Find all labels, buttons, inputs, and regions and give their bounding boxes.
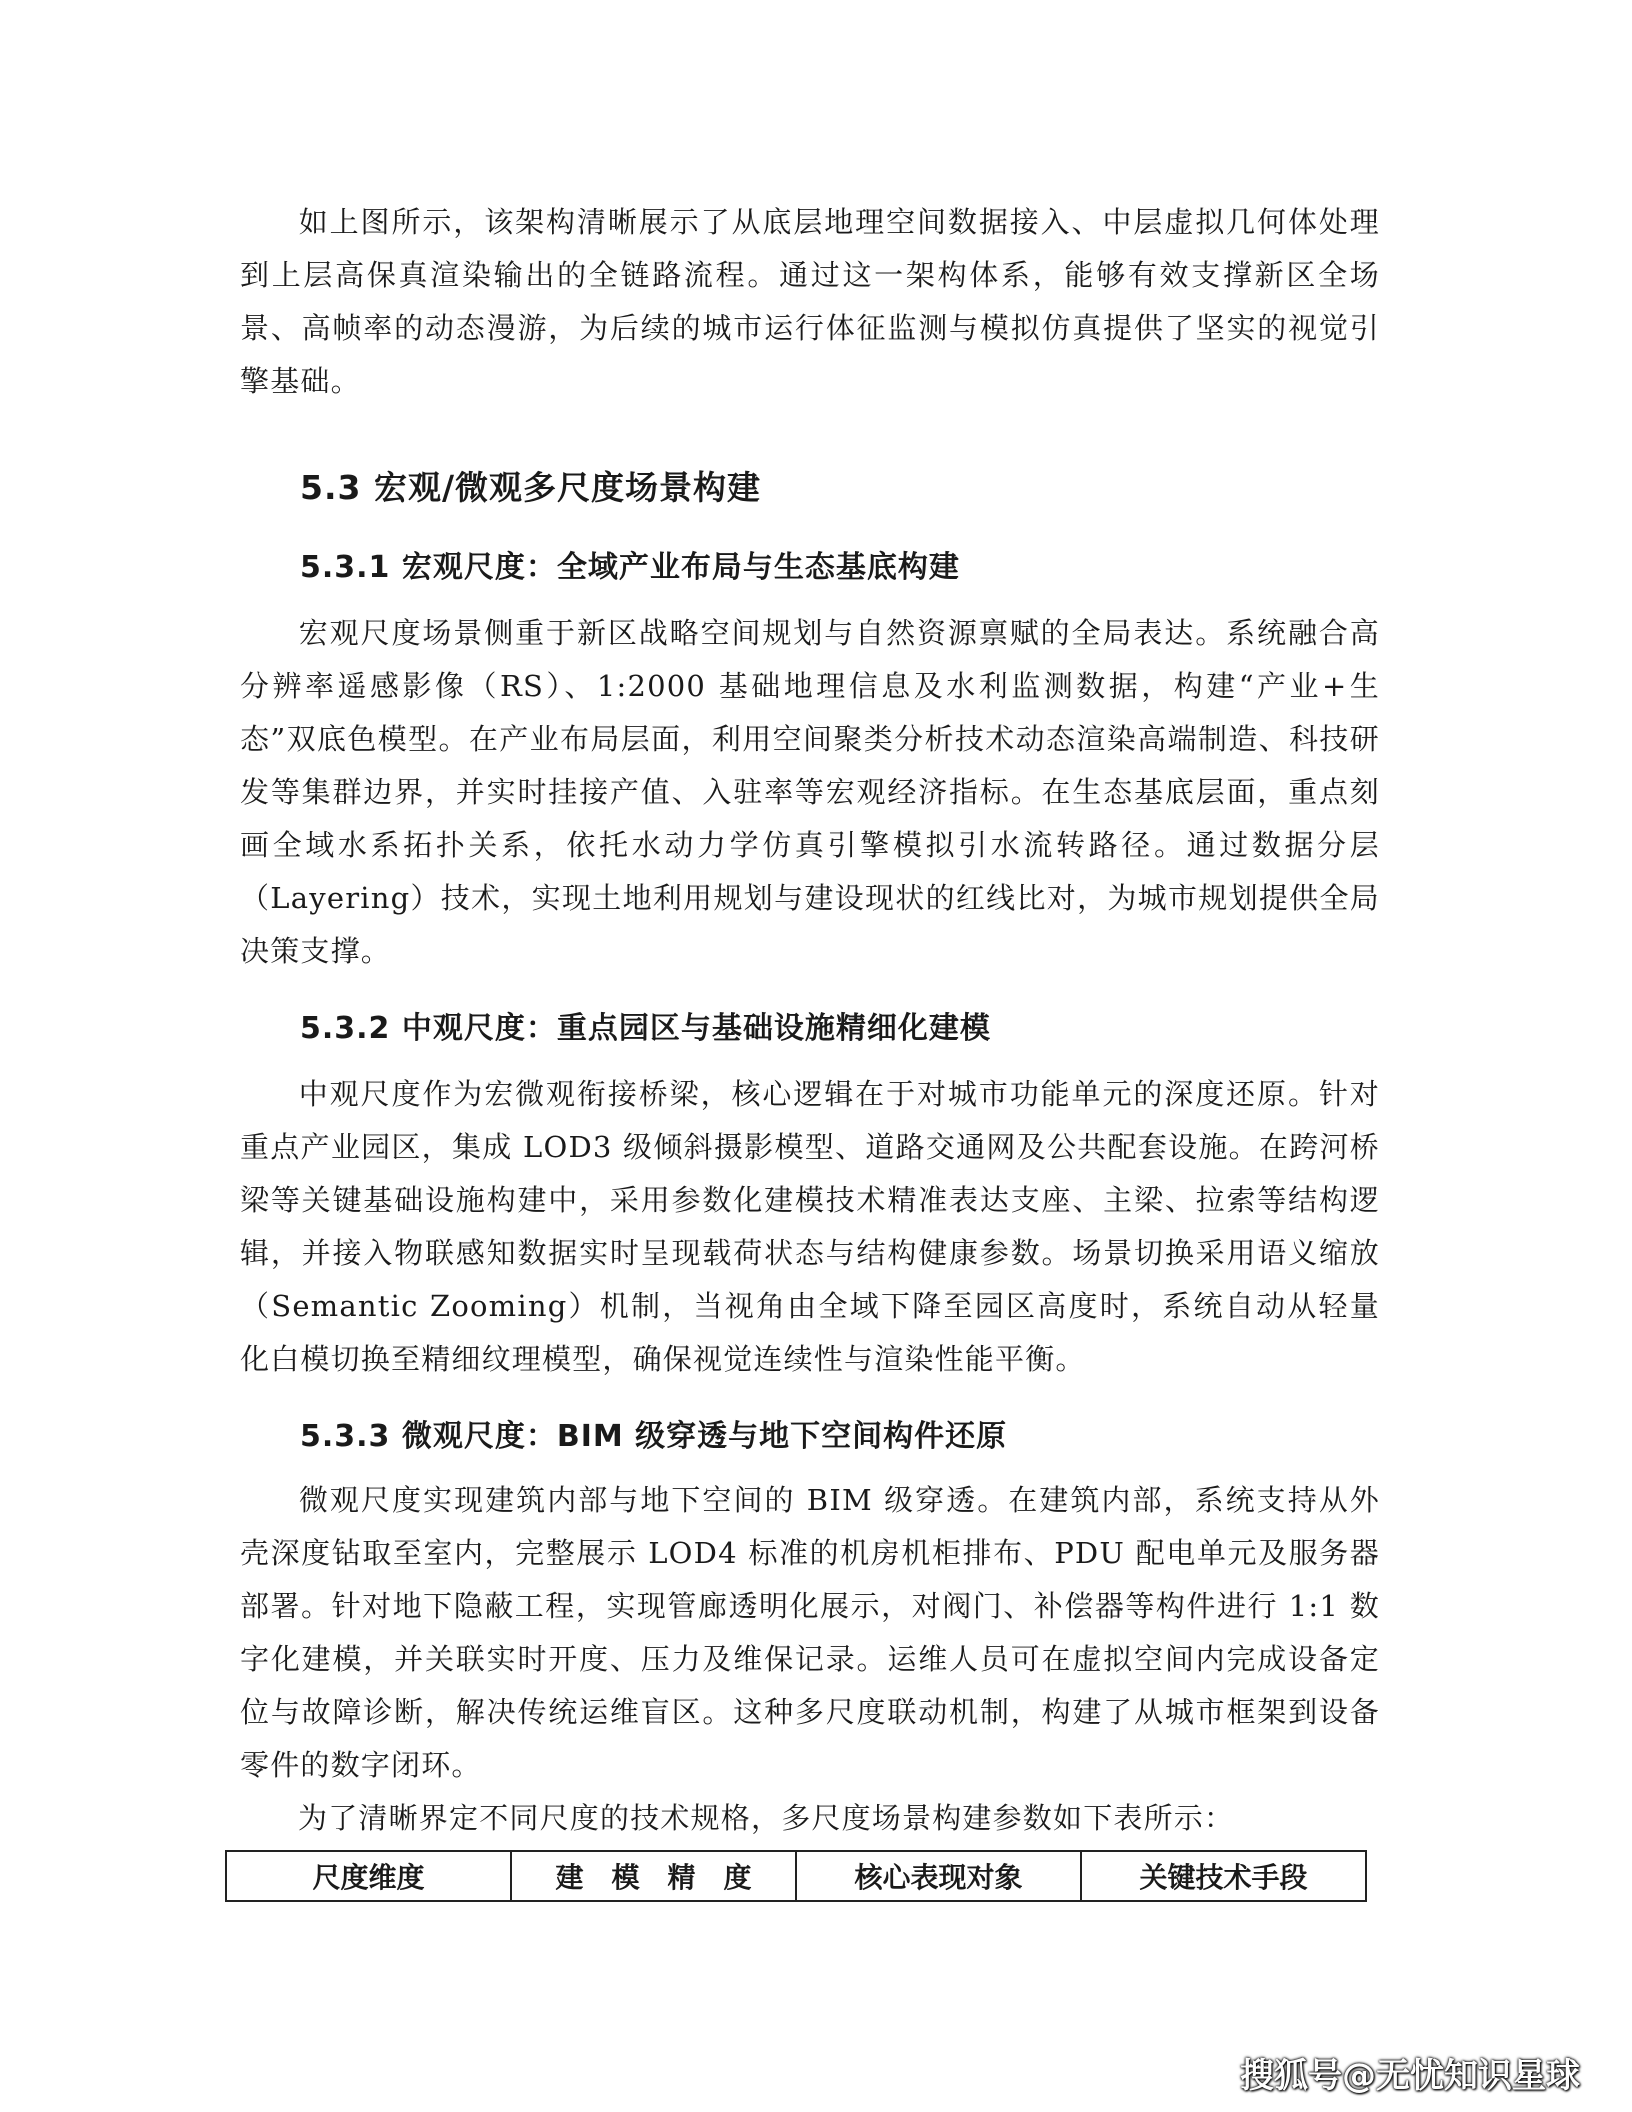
table-header-row	[226, 1851, 1366, 1901]
macro-text: 宏观尺度场景侧重于新区战略空间规划与自然资源禀赋的全局表达。系统融合高分辨率遥感影像（RS）、1:2000 基础地理信息及水利监测数据，构建“产业+生态”双底色模型。在产业布局层面，利用空间聚类分析技术动态渲染高端制造、科技研发等集群边界，并实时挂接产值、入驻率等宏观经济指标。在生态基底层面，重点刻画全域水系拓扑关系，依托水动力学仿真引擎模拟引水流转路径。通过数据分层（Layering）技术，实现土地利用规划与建设现状的红线比对，为城市规划提供全局决策支撑。	[240, 616, 1380, 968]
micro-paragraph	[240, 1474, 1380, 1792]
table-intro-paragraph	[240, 1792, 1380, 1845]
section-heading: 5.3 宏观/微观多尺度场景构建	[300, 468, 762, 507]
subsection-heading-meso: 5.3.2 中观尺度：重点园区与基础设施精细化建模	[300, 1011, 991, 1046]
table-header-objects: 核心表现对象	[796, 1851, 1081, 1901]
macro-paragraph	[240, 607, 1380, 978]
watermark: 搜狐号@无忧知识星球	[1240, 2056, 1580, 2096]
spec-table	[225, 1850, 1367, 1902]
intro-paragraph	[240, 196, 1380, 408]
table-intro-text: 为了清晰界定不同尺度的技术规格，多尺度场景构建参数如下表所示：	[298, 1801, 1235, 1835]
subsection-heading-macro: 5.3.1 宏观尺度：全域产业布局与生态基底构建	[300, 550, 960, 585]
intro-text: 如上图所示，该架构清晰展示了从底层地理空间数据接入、中层虚拟几何体处理到上层高保真渲染输出的全链路流程。通过这一架构体系，能够有效支撑新区全场景、高帧率的动态漫游，为后续的城市运行体征监测与模拟仿真提供了坚实的视觉引擎基础。	[240, 205, 1380, 398]
table-header-techniques: 关键技术手段	[1081, 1851, 1366, 1901]
table-header-precision: 建 模 精 度	[511, 1851, 796, 1901]
meso-paragraph	[240, 1068, 1380, 1386]
subsection-heading-micro: 5.3.3 微观尺度：BIM 级穿透与地下空间构件还原	[300, 1419, 1008, 1454]
meso-text: 中观尺度作为宏微观衔接桥梁，核心逻辑在于对城市功能单元的深度还原。针对重点产业园区，集成 LOD3 级倾斜摄影模型、道路交通网及公共配套设施。在跨河桥梁等关键基础设施构建中，采用参数化建模技术精准表达支座、主梁、拉索等结构逻辑，并接入物联感知数据实时呈现载荷状态与结构健康参数。场景切换采用语义缩放（Semantic Zooming）机制，当视角由全域下降至园区高度时，系统自动从轻量化白模切换至精细纹理模型，确保视觉连续性与渲染性能平衡。	[240, 1077, 1380, 1376]
table-header-scale: 尺度维度	[226, 1851, 511, 1901]
micro-text: 微观尺度实现建筑内部与地下空间的 BIM 级穿透。在建筑内部，系统支持从外壳深度钻取至室内，完整展示 LOD4 标准的机房机柜排布、PDU 配电单元及服务器部署。针对地下隐蔽工程，实现管廊透明化展示，对阀门、补偿器等构件进行 1:1 数字化建模，并关联实时开度、压力及维保记录。运维人员可在虚拟空间内完成设备定位与故障诊断，解决传统运维盲区。这种多尺度联动机制，构建了从城市框架到设备零件的数字闭环。	[240, 1483, 1380, 1782]
